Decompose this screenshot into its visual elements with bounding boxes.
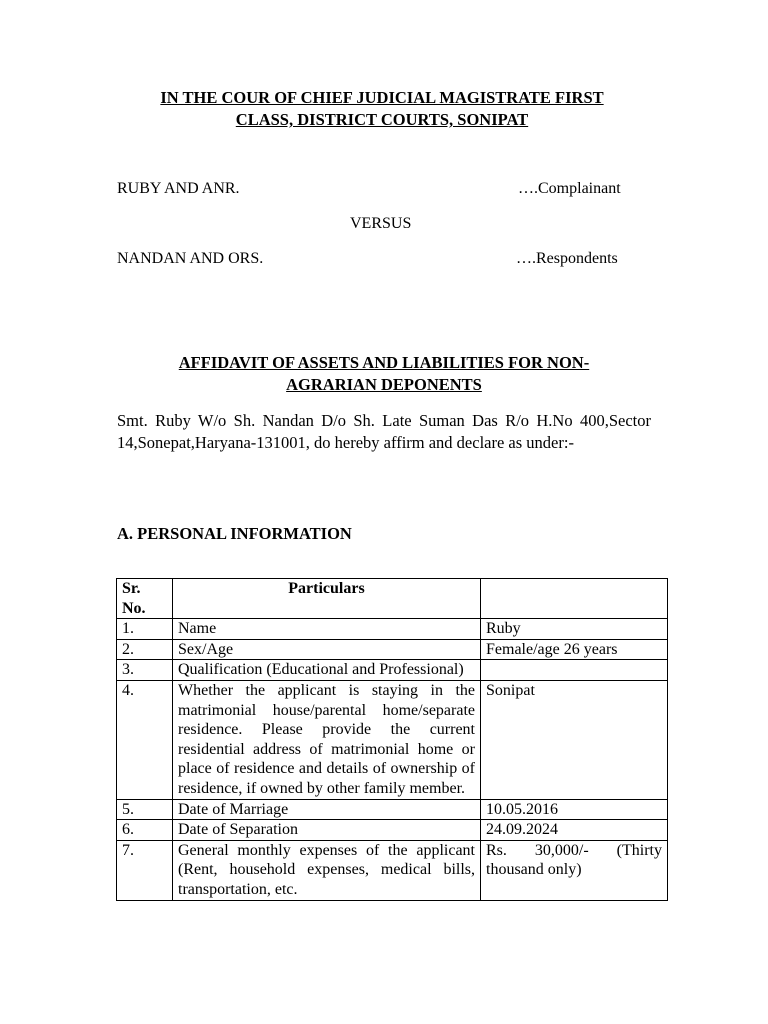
complainant-row — [117, 178, 637, 200]
table-row — [117, 680, 668, 799]
personal-information-table — [116, 578, 668, 901]
row-sr-no: 3. — [117, 660, 173, 681]
row-particular: Qualification (Educational and Professional) — [173, 660, 481, 681]
court-title-line-1: IN THE COUR OF CHIEF JUDICIAL MAGISTRATE FIRST — [160, 88, 604, 107]
complainant-name: RUBY AND ANR. — [117, 180, 240, 197]
row-sr-no: 2. — [117, 639, 173, 660]
row-value: 10.05.2016 — [481, 799, 668, 820]
respondent-row — [117, 248, 637, 270]
court-title — [118, 87, 646, 131]
row-value: Female/age 26 years — [481, 639, 668, 660]
table-row — [117, 639, 668, 660]
table-row — [117, 619, 668, 640]
column-header-sr-no: Sr. No. — [117, 579, 173, 619]
affidavit-title-line-2: AGRARIAN DEPONENTS — [286, 375, 482, 394]
row-particular: General monthly expenses of the applicant (Rent, household expenses, medical bills, transportation, etc. — [173, 840, 481, 900]
section-heading-personal-information: A. PERSONAL INFORMATION — [117, 524, 352, 543]
row-sr-no: 7. — [117, 840, 173, 900]
versus-label: VERSUS — [350, 215, 412, 232]
respondent-name: NANDAN AND ORS. — [117, 250, 264, 267]
table-row — [117, 660, 668, 681]
table-row — [117, 799, 668, 820]
column-header-particulars: Particulars — [173, 579, 481, 619]
row-particular: Whether the applicant is staying in the matrimonial house/parental home/separate residence. Please provide the current residential address of matrimonial home or place of residence and details of ownership of residence, if owned by other family member. — [173, 680, 481, 799]
row-particular: Name — [173, 619, 481, 640]
complainant-role: ….Complainant — [518, 180, 621, 197]
affidavit-title — [118, 352, 650, 396]
row-particular: Date of Marriage — [173, 799, 481, 820]
row-particular: Sex/Age — [173, 639, 481, 660]
table-row — [117, 840, 668, 900]
row-value — [481, 660, 668, 681]
row-sr-no: 4. — [117, 680, 173, 799]
row-particular: Date of Separation — [173, 820, 481, 841]
affidavit-title-line-1: AFFIDAVIT OF ASSETS AND LIABILITIES FOR NON- — [178, 353, 590, 372]
table-row — [117, 820, 668, 841]
row-value: Rs. 30,000/- (Thirty thousand only) — [481, 840, 668, 900]
court-title-line-2: CLASS, DISTRICT COURTS, SONIPAT — [235, 110, 529, 129]
row-value: Sonipat — [481, 680, 668, 799]
row-sr-no: 6. — [117, 820, 173, 841]
affidavit-intro: Smt. Ruby W/o Sh. Nandan D/o Sh. Late Suman Das R/o H.No 400,Sector 14,Sonepat,Haryana-131001, do hereby affirm and declare as under:- — [117, 411, 651, 452]
row-value: Ruby — [481, 619, 668, 640]
respondent-role: ….Respondents — [516, 250, 618, 267]
row-sr-no: 1. — [117, 619, 173, 640]
row-sr-no: 5. — [117, 799, 173, 820]
column-header-value — [481, 579, 668, 619]
row-value: 24.09.2024 — [481, 820, 668, 841]
table-header-row — [117, 579, 668, 619]
